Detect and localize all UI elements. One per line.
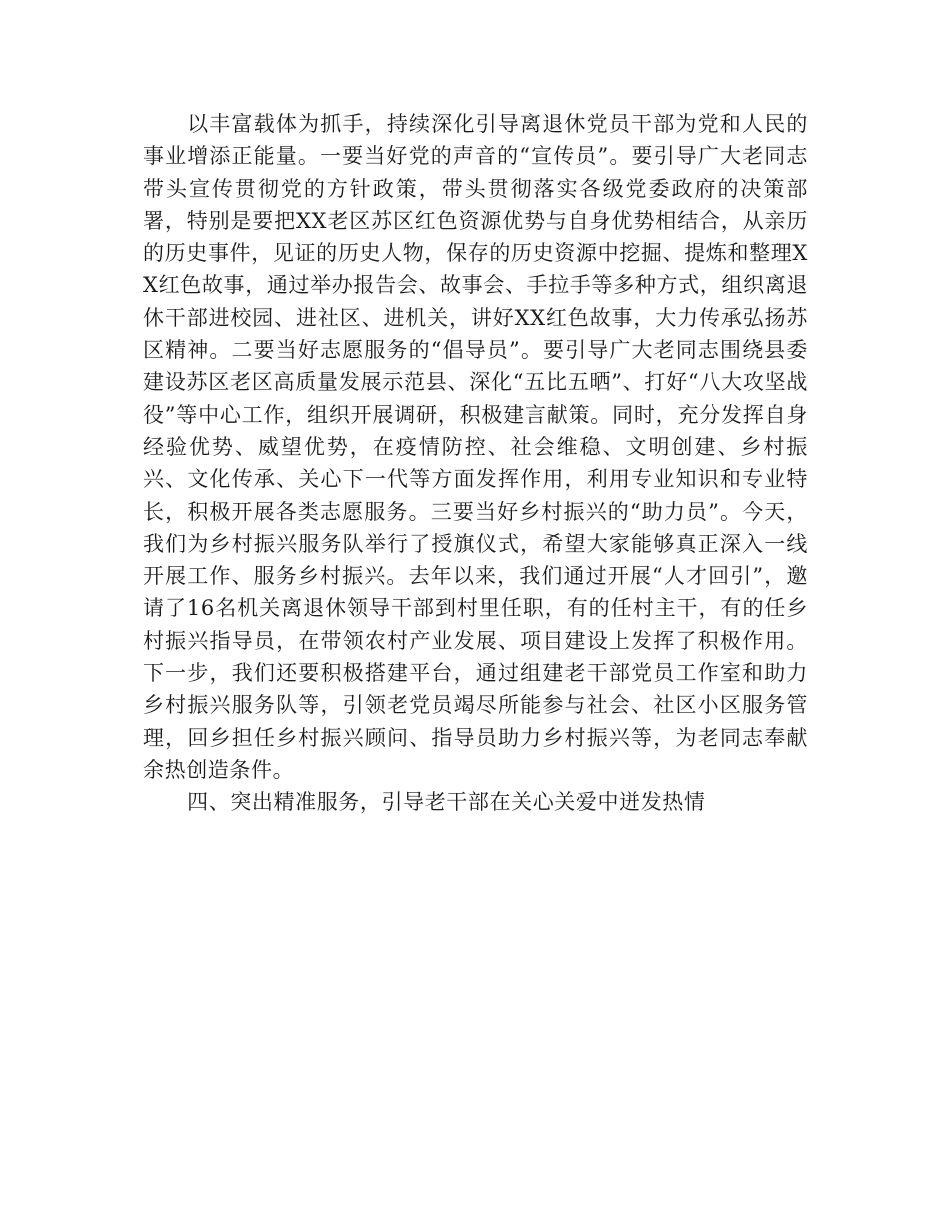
document-body bbox=[143, 108, 808, 819]
section-heading: 四、突出精准服务，引导老干部在关心关爱中迸发热情 bbox=[187, 790, 706, 815]
body-paragraph: 以丰富载体为抓手，持续深化引导离退休党员干部为党和人民的事业增添正能量。一要当好党的声音的“宣传员”。要引导广大老同志带头宣传贯彻党的方针政策，带头贯彻落实各级党委政府的决策部署，特别是要把XX老区苏区红色资源优势与自身优势相结合，从亲历的历史事件，见证的历史人物，保存的历史资源中挖掘、提炼和整理XX红色故事，通过举办报告会、故事会、手拉手等多种方式，组织离退休干部进校园、进社区、进机关，讲好XX红色故事，大力传承弘扬苏区精神。二要当好志愿服务的“倡导员”。要引导广大老同志围绕县委建设苏区老区高质量发展示范县、深化“五比五晒”、打好“八大攻坚战役”等中心工作，组织开展调研，积极建言献策。同时，充分发挥自身经验优势、威望优势，在疫情防控、社会维稳、文明创建、乡村振兴、文化传承、关心下一代等方面发挥作用，利用专业知识和专业特长，积极开展各类志愿服务。三要当好乡村振兴的“助力员”。今天，我们为乡村振兴服务队举行了授旗仪式，希望大家能够真正深入一线开展工作、服务乡村振兴。去年以来，我们通过开展“人才回引”，邀请了16名机关离退休领导干部到村里任职，有的任村主干，有的任乡村振兴指导员，在带领农村产业发展、项目建设上发挥了积极作用。下一步，我们还要积极搭建平台，通过组建老干部党员工作室和助力乡村振兴服务队等，引领老党员竭尽所能参与社会、社区小区服务管理，回乡担任乡村振兴顾问、指导员助力乡村振兴等，为老同志奉献余热创造条件。 bbox=[143, 112, 808, 782]
